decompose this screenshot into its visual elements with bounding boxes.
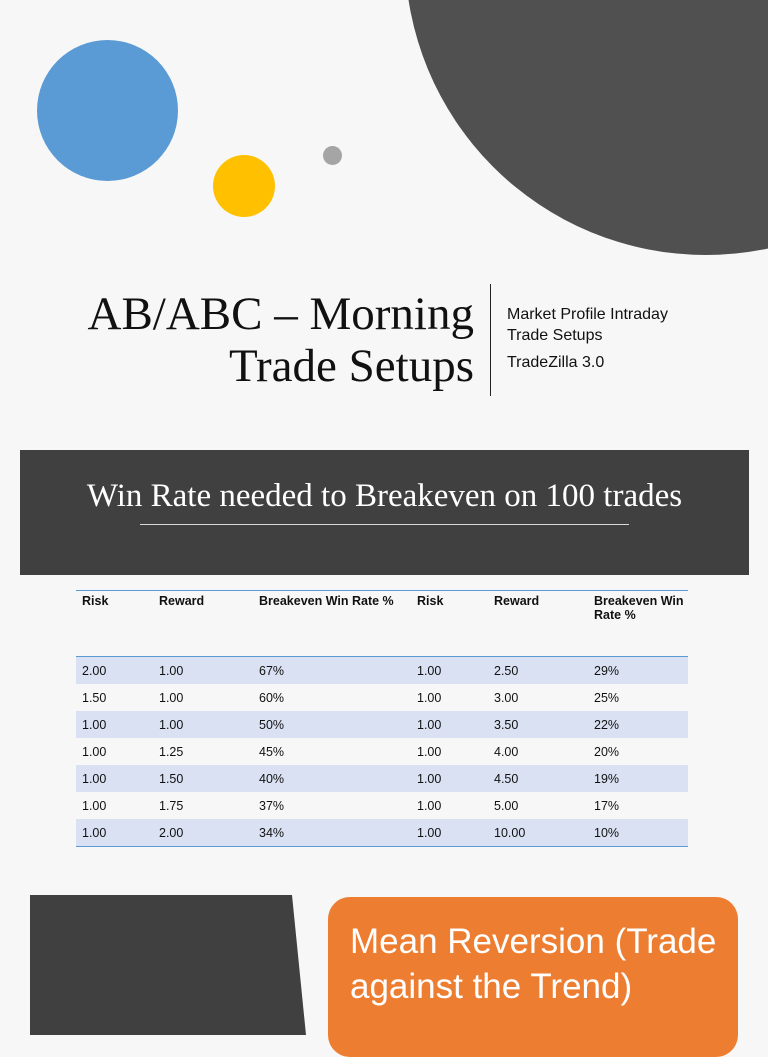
decorative-blue-circle bbox=[37, 40, 178, 181]
banner-underline bbox=[140, 524, 629, 525]
table-cell: 2.00 bbox=[153, 819, 253, 847]
table-cell: 1.00 bbox=[76, 819, 153, 847]
table-cell: 1.00 bbox=[417, 798, 442, 813]
table-cell: 40% bbox=[253, 765, 411, 792]
table-cell: 1.00 bbox=[411, 711, 488, 738]
title-divider bbox=[490, 284, 491, 396]
table-cell: 1.25 bbox=[159, 744, 184, 759]
table-cell: 45% bbox=[259, 744, 285, 759]
table-cell: 3.00 bbox=[494, 690, 519, 705]
decorative-dark-shape bbox=[30, 895, 306, 1035]
table-cell: 37% bbox=[259, 798, 285, 813]
table-row bbox=[76, 684, 688, 711]
table-cell: 4.50 bbox=[488, 765, 588, 792]
table-cell: 25% bbox=[594, 690, 620, 705]
table-cell: 1.00 bbox=[82, 798, 107, 813]
table-cell: 1.75 bbox=[159, 798, 184, 813]
table-cell: 10% bbox=[588, 819, 688, 847]
breakeven-table bbox=[76, 590, 688, 847]
callout-text: Mean Reversion (Trade against the Trend) bbox=[350, 922, 717, 1006]
table-cell: 1.00 bbox=[417, 690, 442, 705]
column-header: Reward bbox=[153, 591, 253, 657]
table-row bbox=[76, 711, 688, 738]
table-cell: 1.00 bbox=[153, 657, 253, 685]
callout-box bbox=[328, 897, 738, 1057]
table-cell: 34% bbox=[253, 819, 411, 847]
table-cell: 1.50 bbox=[153, 765, 253, 792]
decorative-gray-dot bbox=[323, 146, 342, 165]
table-cell: 1.00 bbox=[76, 765, 153, 792]
table-cell: 10.00 bbox=[488, 819, 588, 847]
table-row bbox=[76, 657, 688, 685]
table-header-row bbox=[76, 591, 688, 657]
decorative-dark-circle bbox=[405, 0, 768, 255]
table-cell: 1.00 bbox=[411, 657, 488, 685]
table-row bbox=[76, 738, 688, 765]
table-row bbox=[76, 765, 688, 792]
title-line-2: Trade Setups bbox=[228, 340, 474, 392]
column-header: Breakeven Win Rate % bbox=[588, 591, 688, 657]
table-row bbox=[76, 819, 688, 847]
table-cell: 20% bbox=[594, 744, 620, 759]
subtitle-line-2: Trade Setups bbox=[507, 327, 603, 344]
page-title bbox=[34, 288, 474, 392]
table-row bbox=[76, 792, 688, 819]
column-header: Breakeven Win Rate % bbox=[253, 591, 411, 657]
table-cell: 1.50 bbox=[82, 690, 107, 705]
table-cell: 2.00 bbox=[76, 657, 153, 685]
column-header: Risk bbox=[411, 591, 488, 657]
breakeven-table-container bbox=[76, 590, 688, 847]
brand-name: TradeZilla 3.0 bbox=[507, 354, 605, 371]
banner-title: Win Rate needed to Breakeven on 100 trades bbox=[86, 478, 683, 514]
table-cell: 1.00 bbox=[411, 819, 488, 847]
section-banner bbox=[20, 450, 749, 575]
table-cell: 17% bbox=[594, 798, 620, 813]
column-header: Reward bbox=[488, 591, 588, 657]
table-cell: 1.00 bbox=[159, 690, 184, 705]
title-line-1: AB/ABC – Morning bbox=[87, 288, 474, 340]
table-cell: 2.50 bbox=[488, 657, 588, 685]
table-cell: 50% bbox=[253, 711, 411, 738]
table-cell: 19% bbox=[588, 765, 688, 792]
table-cell: 22% bbox=[588, 711, 688, 738]
table-cell: 1.00 bbox=[153, 711, 253, 738]
subtitle bbox=[507, 304, 747, 346]
table-cell: 29% bbox=[588, 657, 688, 685]
table-cell: 5.00 bbox=[494, 798, 519, 813]
table-cell: 3.50 bbox=[488, 711, 588, 738]
table-cell: 1.00 bbox=[76, 711, 153, 738]
table-cell: 1.00 bbox=[417, 744, 442, 759]
table-cell: 60% bbox=[259, 690, 285, 705]
table-cell: 4.00 bbox=[494, 744, 519, 759]
column-header: Risk bbox=[76, 591, 153, 657]
table-cell: 67% bbox=[253, 657, 411, 685]
table-cell: 1.00 bbox=[411, 765, 488, 792]
decorative-yellow-circle bbox=[213, 155, 275, 217]
subtitle-line-1: Market Profile Intraday bbox=[507, 306, 668, 323]
table-cell: 1.00 bbox=[82, 744, 107, 759]
